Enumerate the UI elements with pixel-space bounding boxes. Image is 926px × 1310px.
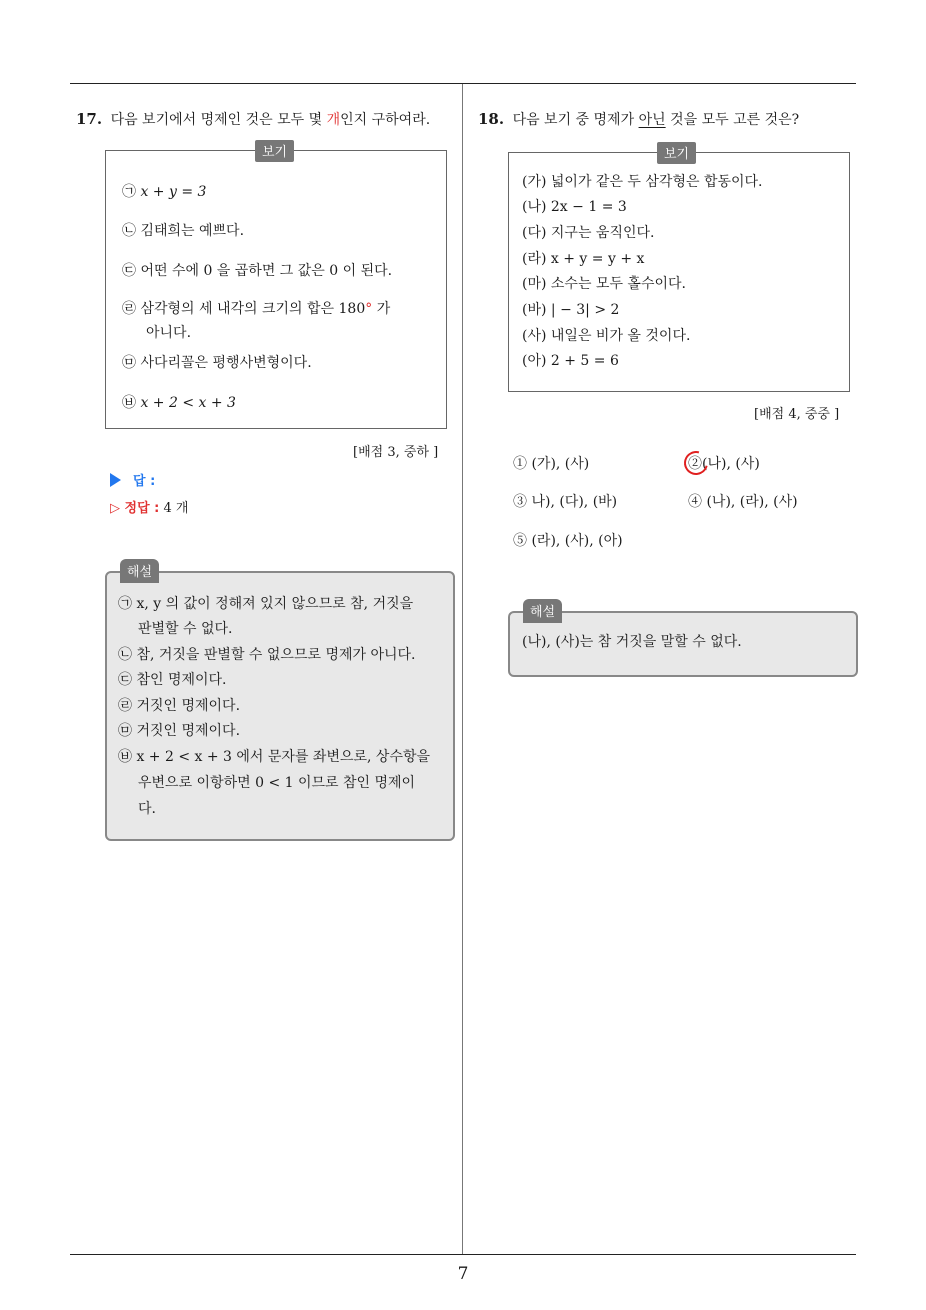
q18-choice-4[interactable] (688, 491, 798, 511)
bottom-rule (70, 1254, 856, 1255)
q17-solution-line: ㉡ 참, 거짓을 판별할 수 없으므로 명제가 아니다. (118, 647, 416, 663)
q17-solution-line: ㉤ 거짓인 명제이다. (118, 723, 241, 739)
correct-label: ▷ 정답 : (110, 501, 160, 516)
q18-item: (나) 2x − 1 = 3 (522, 199, 627, 215)
choice-text: (가), (사) (531, 456, 590, 472)
item-mark: ㉣ (122, 301, 136, 317)
item-text: 삼각형의 세 내각의 크기의 합은 180 (140, 301, 366, 317)
page-number: 7 (457, 1264, 469, 1284)
q17-text-red: 개 (326, 112, 341, 128)
item-text: 사다리꼴은 평행사변형이다. (140, 355, 312, 371)
q18-item: (아) 2 + 5 = 6 (522, 353, 619, 369)
q18-item: (다) 지구는 움직인다. (522, 225, 655, 241)
item-mark: ㉡ (122, 223, 136, 239)
q17-solution-line: ㉢ 참인 명제이다. (118, 672, 227, 688)
answer-label: 답 : (133, 474, 156, 489)
answer-circle-icon (680, 447, 713, 480)
q17-item-3 (122, 261, 392, 281)
q18-text-after: 것을 모두 고른 것은? (670, 112, 800, 128)
q18-choice-3[interactable] (513, 491, 617, 511)
q18-number: 18. (478, 110, 505, 128)
q17-number: 17. (76, 110, 103, 128)
choice-text: (나), (사) (702, 456, 760, 472)
q17-solution-line: ㉣ 거짓인 명제이다. (118, 698, 241, 714)
choice-mark: ② (688, 456, 702, 472)
q18-item: (가) 넓이가 같은 두 삼각형은 합동이다. (522, 174, 763, 190)
q18-text-underlined: 아닌 (638, 112, 666, 128)
item-text: x + 2 < x + 3 (140, 395, 236, 411)
q18-score: [배점 4, 중중 ] (754, 407, 840, 422)
q17-item-6 (122, 393, 236, 413)
q17-correct-line (110, 497, 188, 516)
q18-example-tag: 보기 (657, 142, 696, 164)
q17-solution-line: 다. (138, 801, 156, 817)
q17-item-4-cont: 아니다. (146, 325, 192, 341)
q17-item-4 (122, 299, 390, 319)
correct-value: 4 개 (163, 501, 189, 516)
choice-mark: ④ (688, 494, 702, 510)
q18-item: (사) 내일은 비가 올 것이다. (522, 328, 691, 344)
q17-item-2 (122, 221, 244, 241)
q17-solution-line: ㉠ x, y 의 값이 정해져 있지 않으므로 참, 거짓을 (118, 596, 414, 612)
choice-text: (나), (라), (사) (706, 494, 798, 510)
q18-solution-line: (나), (사)는 참 거짓을 말할 수 없다. (522, 634, 742, 650)
q17-text-after: 인지 구하여라. (340, 112, 431, 128)
item-mark: ㉥ (122, 395, 136, 411)
q17-solution-line: 우변으로 이항하면 0 < 1 이므로 참인 명제이 (138, 775, 416, 791)
q17-solution-tag: 해설 (120, 559, 159, 583)
item-mark: ㉤ (122, 355, 136, 371)
item-text: 어떤 수에 0 을 곱하면 그 값은 0 이 된다. (140, 263, 393, 279)
q18-item: (라) x + y = y + x (522, 251, 645, 267)
item-text: 김태희는 예쁘다. (140, 223, 245, 239)
item-mark: ㉢ (122, 263, 136, 279)
q17-score: [배점 3, 중하 ] (353, 445, 439, 460)
q17-heading (76, 109, 430, 129)
choice-mark: ③ (513, 494, 527, 510)
column-divider (462, 84, 463, 1254)
q18-choice-1[interactable] (513, 453, 589, 473)
choice-mark: ① (513, 456, 527, 472)
q17-solution-line: ㉥ x + 2 < x + 3 에서 문자를 좌변으로, 상수항을 (118, 749, 431, 765)
q18-item: (마) 소수는 모두 홀수이다. (522, 276, 686, 292)
q18-item: (바) | − 3| > 2 (522, 302, 620, 318)
degree-symbol: ° (365, 301, 373, 317)
item-mark: ㉠ (122, 184, 136, 200)
q17-example-tag: 보기 (255, 140, 294, 162)
q18-solution-tag: 해설 (523, 599, 562, 623)
choice-text: (라), (사), (아) (531, 533, 623, 549)
q18-choice-5[interactable] (513, 530, 623, 550)
q17-text-before: 다음 보기에서 명제인 것은 모두 몇 (110, 112, 323, 128)
q17-solution-line: 판별할 수 없다. (138, 621, 233, 637)
q17-item-5 (122, 353, 312, 373)
top-rule (70, 83, 856, 84)
choice-text: 나), (다), (바) (531, 494, 618, 510)
choice-mark: ⑤ (513, 533, 527, 549)
q17-item-1 (122, 182, 206, 202)
q18-heading (478, 109, 799, 129)
play-triangle-icon (110, 473, 121, 487)
item-text-cont: 가 (372, 301, 391, 317)
q17-answer-line (110, 470, 155, 489)
q18-text-before: 다음 보기 중 명제가 (512, 112, 635, 128)
item-text: x + y = 3 (140, 184, 207, 200)
